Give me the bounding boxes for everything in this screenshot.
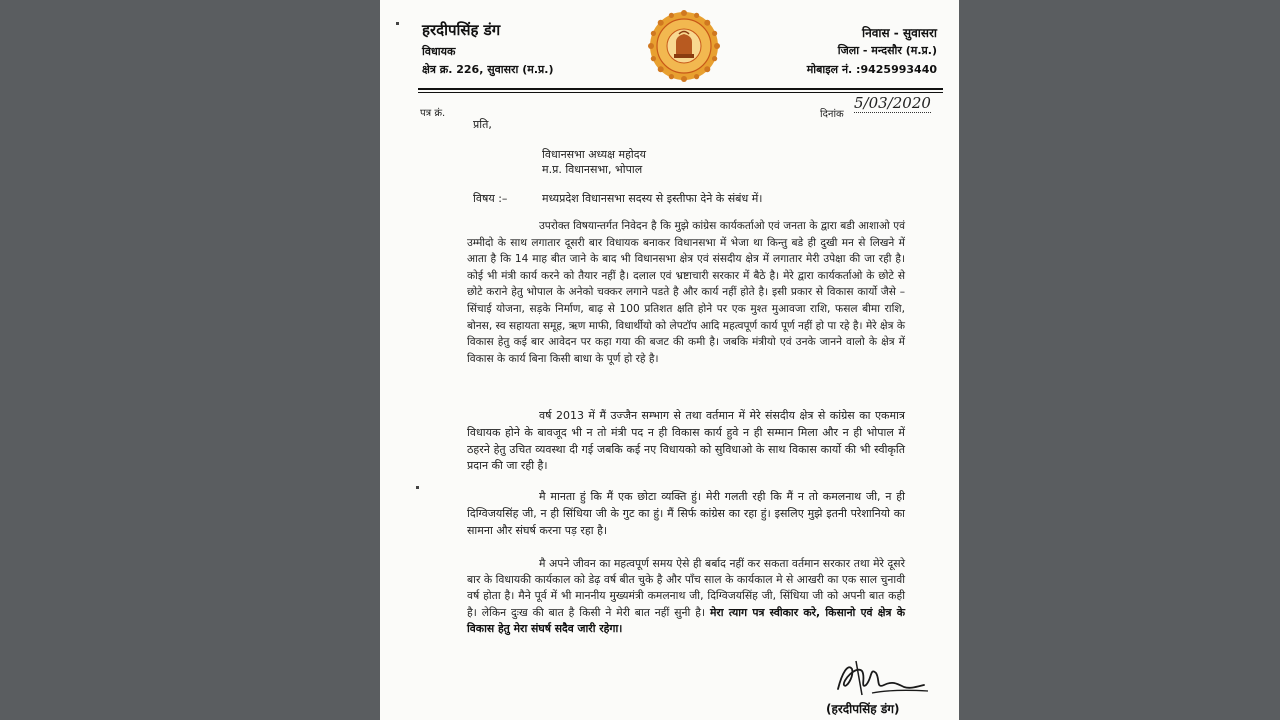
emblem-icon xyxy=(648,10,720,82)
recipient-line2: म.प्र. विधानसभा, भोपाल xyxy=(542,163,643,176)
ref-label: पत्र क्रं. xyxy=(420,108,446,119)
residence: निवास - सुवासरा xyxy=(861,26,937,40)
paragraph-3: मै मानता हुं कि मैं एक छोटा व्यक्ति हुं। मेरी गलती रही कि मैं न तो कमलनाथ जी, न ही दिग्विजयसिंह जी, न ही सिंधिया जी के गुट का हुं। मैं सिर्फ कांग्रेस का रहा हुं। इसलिए मुझे इतनी परेशानियो का सामना और संघर्ष करना पड़ रहा है। xyxy=(467,490,905,537)
to-label: प्रति, xyxy=(473,118,492,131)
recipient-line1: विधानसभा अध्यक्ष महोदय xyxy=(542,148,646,161)
date-value: 5/03/2020 xyxy=(854,94,931,112)
district: जिला - मन्दसौर (म.प्र.) xyxy=(837,44,937,57)
letter-page xyxy=(380,0,959,720)
signature-name: (हरदीपसिंह डंग) xyxy=(826,702,900,716)
paragraph-4-text: मै अपने जीवन का महत्वपूर्ण समय ऐसे ही बर्बाद नहीं कर सकता वर्तमान सरकार तथा मेरे दूसरे बार के विधायकी कार्यकाल को डेढ़ वर्ष बीत चुके है और पाँच साल के कार्यकाल मे से आखरी का एक साल चुनावी वर्ष होता है। मैने पूर्व में भी माननीय मुख्यमंत्री कमलनाथ जी, दिग्विजयसिंह जी, सिंधिया जी को अपनी बात कही है। लेकिन दुःख की बात है किसी ने मेरी बात नहीं सुनी है। xyxy=(467,557,905,619)
paragraph-2: वर्ष 2013 में मैं उज्जैन सम्भाग से तथा वर्तमान में मेरे संसदीय क्षेत्र से कांग्रेस का एकमात्र विधायक होने के बावजूद भी न तो मंत्री पद न ही विकास कार्य हुवे न ही सम्मान मिला और न ही भोपाल में ठहरने हेतु उचित व्यवस्था दी गई जबकि कई नए विधायको को सुविधाओ के साथ विकास कार्यो की भी स्वीकृति प्रदान की जा रही है। xyxy=(467,409,905,473)
signature xyxy=(832,655,932,703)
mla-designation: विधायक xyxy=(422,45,456,58)
mla-name: हरदीपसिंह डंग xyxy=(422,21,501,39)
margin-mark xyxy=(416,486,419,489)
subject-text: मध्यप्रदेश विधानसभा सदस्य से इस्तीफा देने के संबंध में। xyxy=(542,192,763,205)
header-rule-thin xyxy=(418,92,943,93)
margin-mark xyxy=(396,22,399,25)
paragraph-4-bold: मेरा त्याग पत्र स्वीकार करे, किसानो एवं क्षेत्र के विकास हेतु मेरा संघर्ष सदैव जारी रहेगा। xyxy=(467,605,905,635)
signature-scribble-icon xyxy=(832,655,932,699)
constituency: क्षेत्र क्र. 226, सुवासरा (म.प्र.) xyxy=(422,63,554,76)
subject-label: विषय :– xyxy=(473,192,508,205)
date-label: दिनांक xyxy=(820,109,844,120)
paragraph-4 xyxy=(467,556,905,637)
assembly-emblem xyxy=(648,10,720,86)
mobile-number: मोबाइल नं. :9425993440 xyxy=(806,63,937,76)
paragraph-1: उपरोक्त विषयान्तर्गत निवेदन है कि मुझे कांग्रेस कार्यकर्ताओ एवं जनता के द्वारा बडी आशाओ एवं उम्मीदो के साथ लगातार दूसरी बार विधायक बनाकर विधानसभा में भेजा था किन्तु बडे ही दुखी मन से लिखने में आता है कि 14 माह बीत जाने के बाद भी विधानसभा क्षेत्र एवं संसदीय क्षेत्र में लगातार मेरी उपेक्षा की जा रही है। कोई भी मंत्री कार्य करने को तैयार नहीं है। दलाल एवं भ्रष्टाचारी सरकार में बैठे है। मेरे द्वारा कार्यकर्ताओ के छोटे से छोटे कराने हेतु भोपाल के अनेको चक्कर लगाने पडते है और कार्य नहीं होते है। इसी प्रकार से विकास कार्यो जैसे – सिंचाई योजना, सड़के निर्माण, बाढ़ से 100 प्रतिशत क्षति होने पर एक मुश्त मुआवजा राशि, फसल बीमा राशि, बोनस, स्व सहायता समूह, ऋण माफी, विधार्थीयो को लेपटॉप आदि महत्वपूर्ण कार्य पूर्ण नहीं हो पा रहे है। मेरे क्षेत्र के विकास हेतु कई बार आवेदन पर कहा गया की बजट की कमी है। जबकि मंत्रीयो एवं उनके जानने वालो के क्षेत्र में विकास के कार्य बिना किसी बाधा के पूर्ण हो रहे है। xyxy=(467,220,905,365)
header-rule xyxy=(418,88,943,90)
